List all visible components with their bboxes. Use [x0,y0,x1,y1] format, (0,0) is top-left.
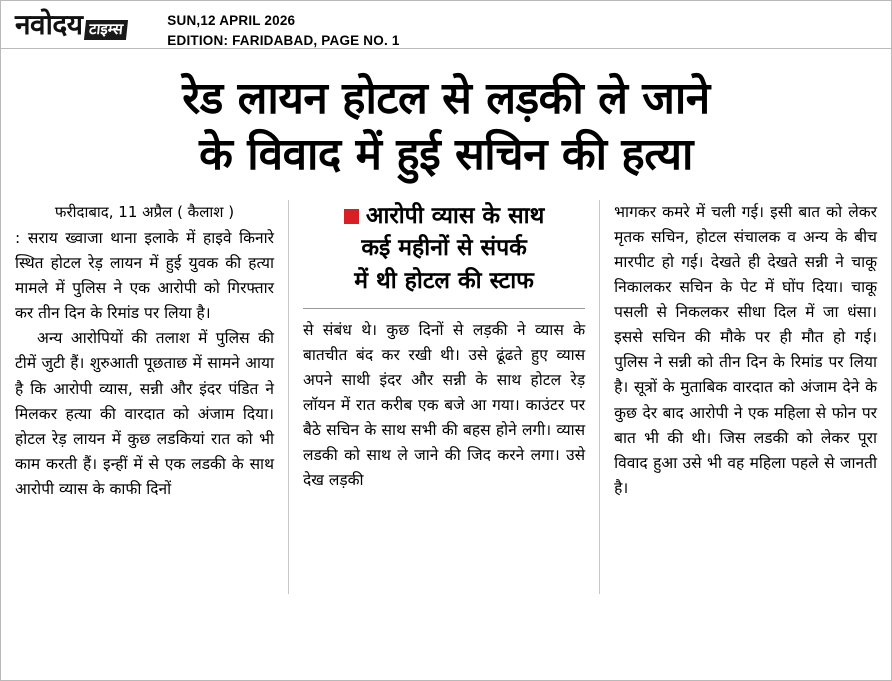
logo-box-text: टाइम्स [84,20,128,40]
edition-line: EDITION: FARIDABAD, PAGE NO. 1 [167,32,400,48]
article-column-2 [288,200,600,594]
article-body [1,194,891,594]
divider [303,308,585,309]
headline-line-1: रेड लायन होटल से लड़की ले जाने [182,73,710,124]
page-title [1,49,891,194]
date-line: SUN,12 APRIL 2026 [167,13,296,28]
dateline: फरीदाबाद, 11 अप्रैल ( कैलाश ) [54,202,235,221]
paragraph: अन्य आरोपियों की तलाश में पुलिस की टीमें जुटी हैं। शुरुआती पूछताछ में सामने आया है कि आरोपी व्यास, सन्नी और इंदर पंडित ने मिलकर हत्या की वारदात को अंजाम दिया। होटल रेड़ लायन में कुछ लडकियां रात को भी काम करती हैं। इन्हीं में से एक लडकी के साथ आरोपी व्यास के काफी दिनों [15,329,274,499]
red-square-icon [344,209,359,224]
logo-main-text: नवोदय [15,8,83,41]
sub-headline-line-2: कई महीनों से संपर्क [361,235,527,262]
headline-line-2: के विवाद में हुई सचिन की हत्या [199,129,693,181]
article-column-3 [600,200,877,594]
edition-block [167,11,399,50]
masthead [1,1,891,49]
article-column-1 [15,200,288,594]
paragraph: : सराय ख्वाजा थाना इलाके में हाइवे किनारे स्थित होटल रेड़ लायन में हुई युवक की हत्या मामले में पुलिस ने एक आरोपी को गिरफ्तार कर तीन दिन के रिमांड पर लिया है। [15,228,274,323]
sub-headline-line-1: आरोपी व्यास के साथ [365,202,545,229]
sub-headline [303,200,585,304]
publication-logo [15,8,127,41]
sub-headline-line-3: में थी होटल की स्टाफ [354,267,534,294]
paragraph: से संबंध थे। कुछ दिनों से लड़की ने व्यास के बातचीत बंद कर रखी थी। उसे ढूंढते हुए व्यास अपने साथी इंदर और सन्नी के साथ होटल रेड़ लॉयन में रात करीब एक बजे आ गया। काउंटर पर बैठे सचिन के साथ सभी की बहस होने लगी। व्यास लडकी को साथ ले जाने की जिद करने लगा। उसे देख लड़की [302,320,586,490]
paragraph: भागकर कमरे में चली गई। इसी बात को लेकर मृतक सचिन, होटल संचालक व अन्य के बीच मारपीट हो गई। देखते ही देखते सन्नी ने चाकू निकालकर सचिन के पेट में घोंप दिया। चाकू पसली से निकलकर सीधा दिल में जा धंसा। इससे सचिन की मौके पर ही मौत हो गई। पुलिस ने सन्नी को तीन दिन के रिमांड पर लिया है। सूत्रों के मुताबिक वारदात को अंजाम देने के कुछ देर बाद आरोपी ने एक महिला से फोन पर बात भी की थी। जिस लडकी को लेकर पूरा विवाद हुआ उसे भी वह महिला पहले से जानती है। [614,202,877,497]
